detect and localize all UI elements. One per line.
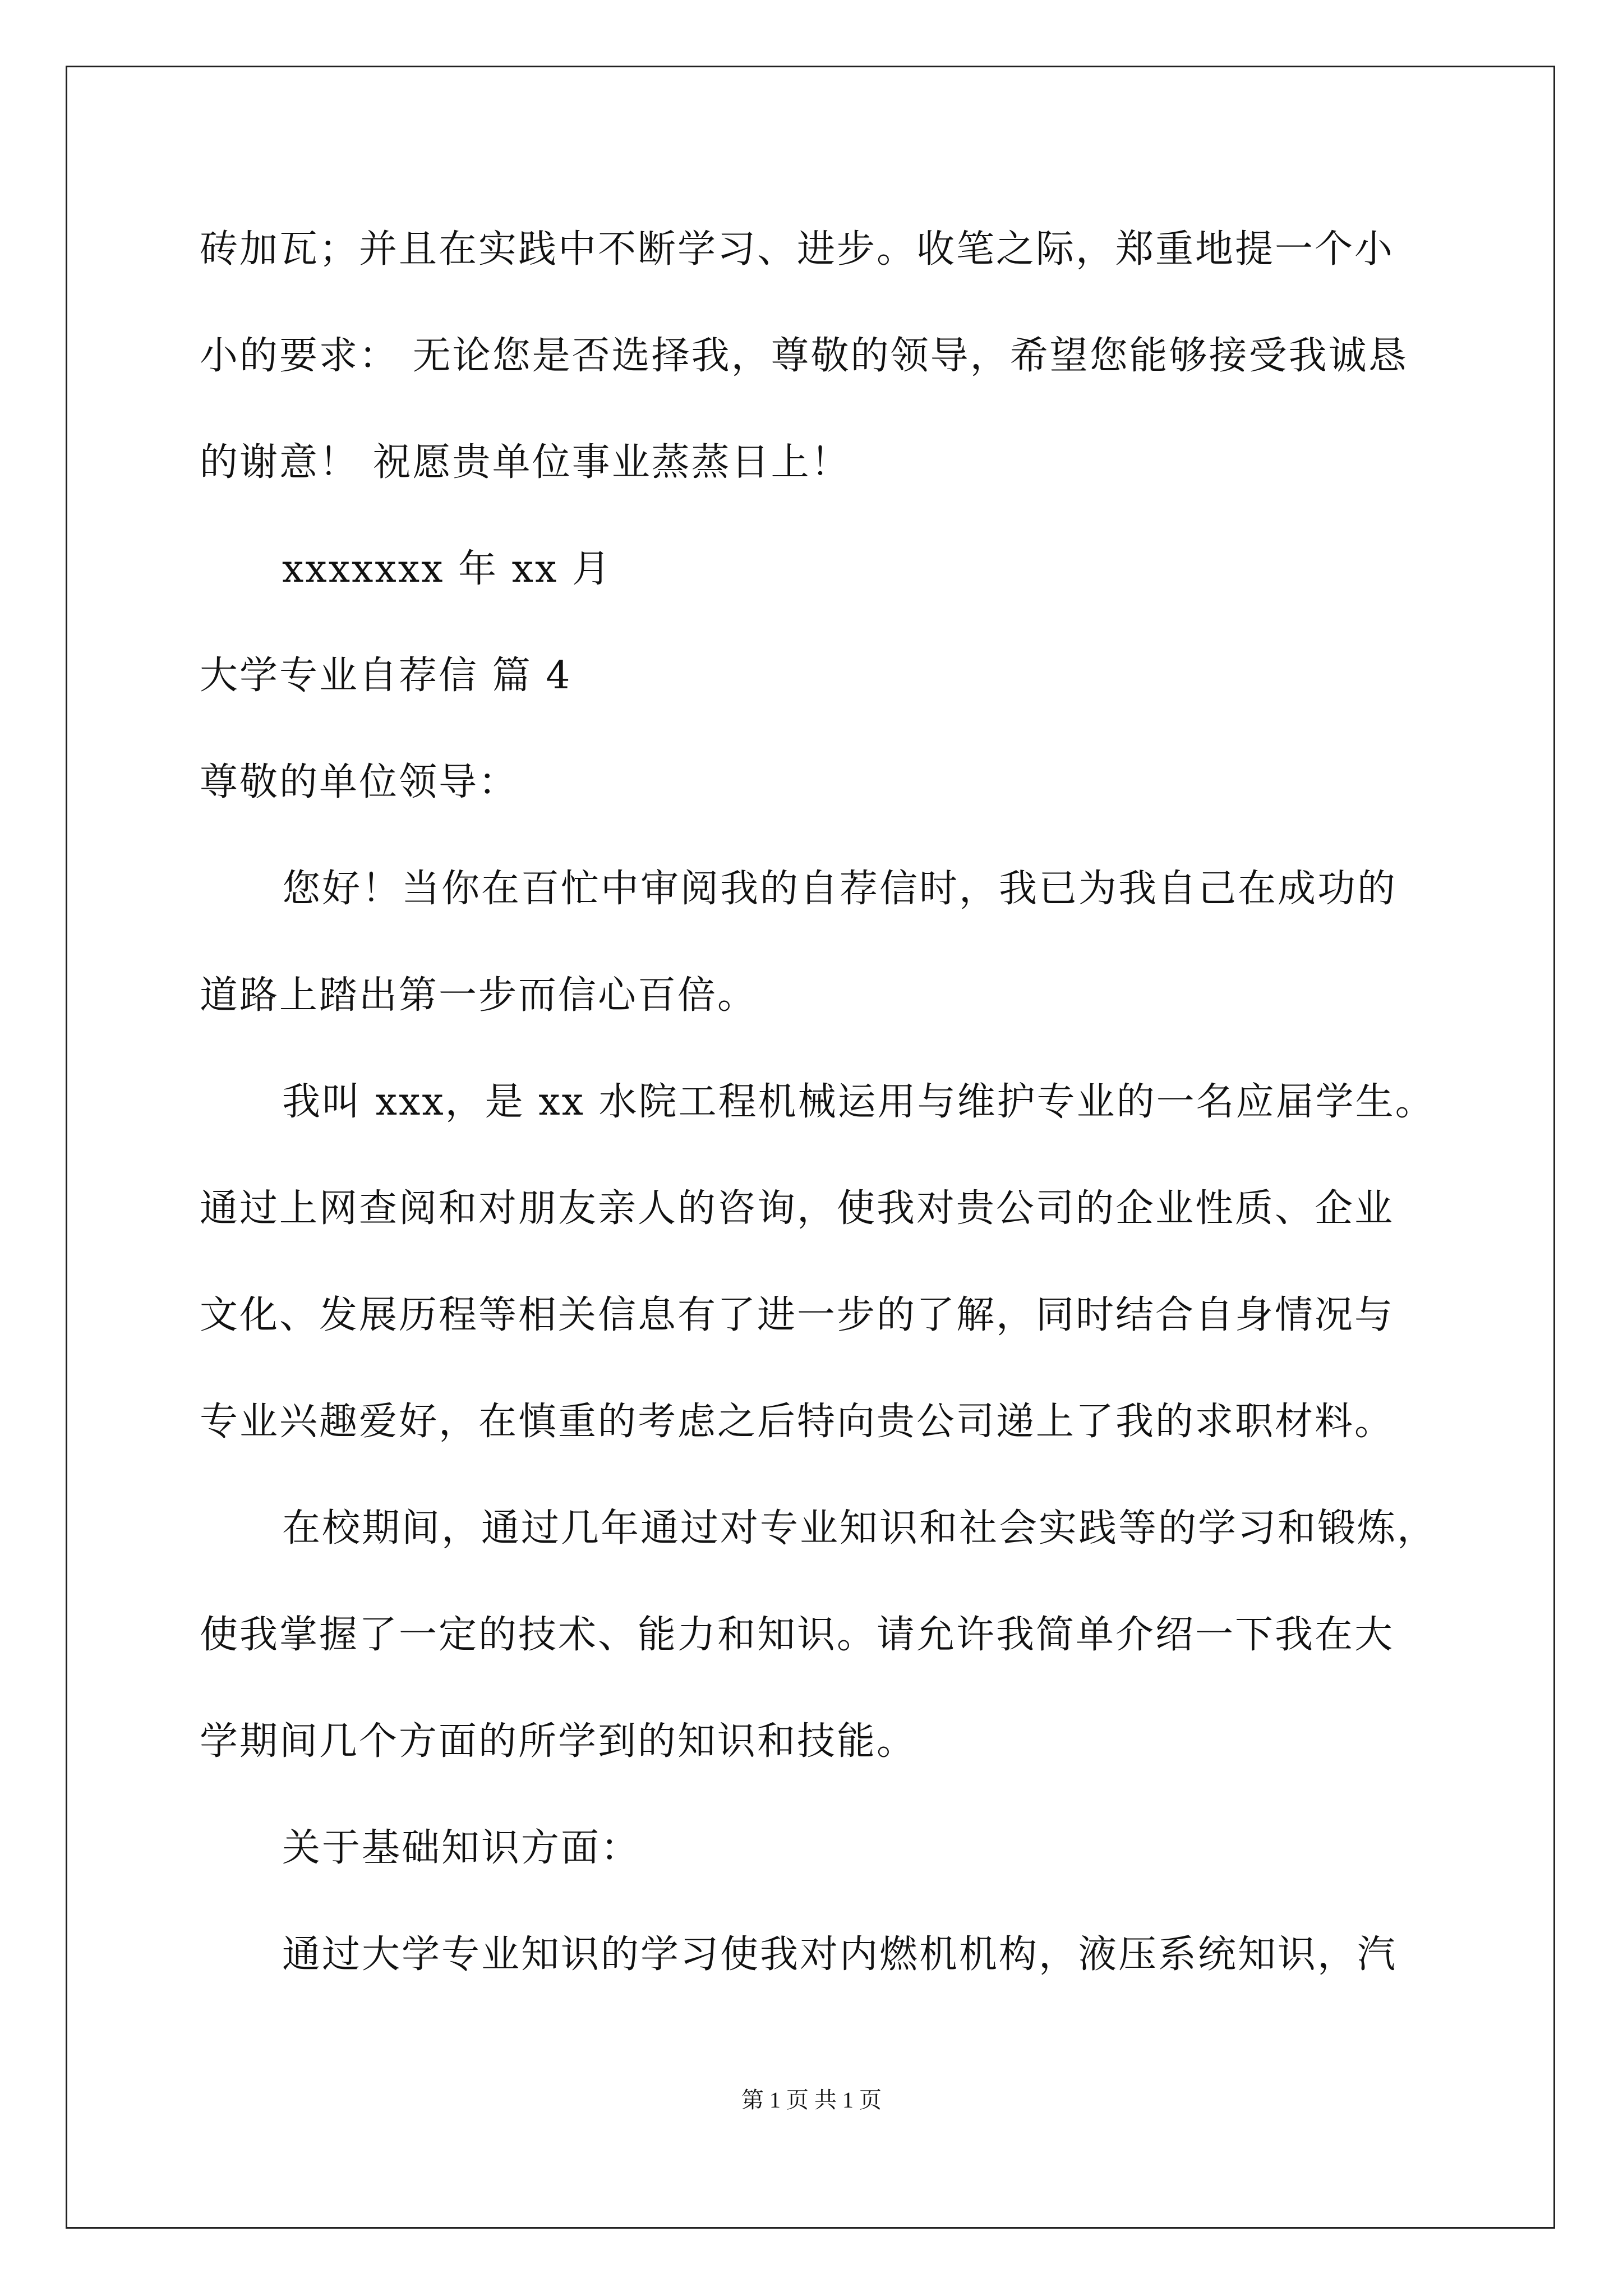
text-line: 您好！当你在百忙中审阅我的自荐信时，我已为我自己在成功的 bbox=[282, 867, 1398, 911]
text-line: 学期间几个方面的所学到的知识和技能。 bbox=[200, 1719, 917, 1764]
text-line: 通过大学专业知识的学习使我对内燃机机构，液压系统知识，汽 bbox=[282, 1932, 1398, 1977]
page-number: 第 1 页 共 1 页 bbox=[741, 2087, 882, 2113]
text-line: 在校期间，通过几年通过对专业知识和社会实践等的学习和锻炼， bbox=[282, 1506, 1437, 1550]
text-line: 专业兴趣爱好，在慎重的考虑之后特向贵公司递上了我的求职材料。 bbox=[200, 1400, 1395, 1444]
section-heading: 大学专业自荐信 篇 4 bbox=[200, 654, 572, 698]
subheading: 关于基础知识方面： bbox=[282, 1826, 641, 1870]
text-line: 我叫 xxx，是 xx 水院工程机械运用与维护专业的一名应届学生。 bbox=[282, 1080, 1435, 1124]
salutation: 尊敬的单位领导： bbox=[200, 760, 519, 804]
text-line: 通过上网查阅和对朋友亲人的咨询，使我对贵公司的企业性质、企业 bbox=[200, 1186, 1395, 1231]
text-line: 道路上踏出第一步而信心百倍。 bbox=[200, 973, 758, 1018]
text-line: 文化、发展历程等相关信息有了进一步的了解，同时结合自身情况与 bbox=[200, 1293, 1395, 1337]
page-border bbox=[66, 66, 1555, 2229]
text-line: 使我掌握了一定的技术、能力和知识。请允许我简单介绍一下我在大 bbox=[200, 1613, 1395, 1657]
text-line: 砖加瓦；并且在实践中不断学习、进步。收笔之际，郑重地提一个小 bbox=[200, 227, 1395, 272]
date-line: xxxxxxx 年 xx 月 bbox=[282, 547, 612, 591]
text-line: 小的要求： 无论您是否选择我，尊敬的领导，希望您能够接受我诚恳 bbox=[200, 334, 1408, 378]
text-line: 的谢意！ 祝愿贵单位事业蒸蒸日上！ bbox=[200, 440, 851, 485]
